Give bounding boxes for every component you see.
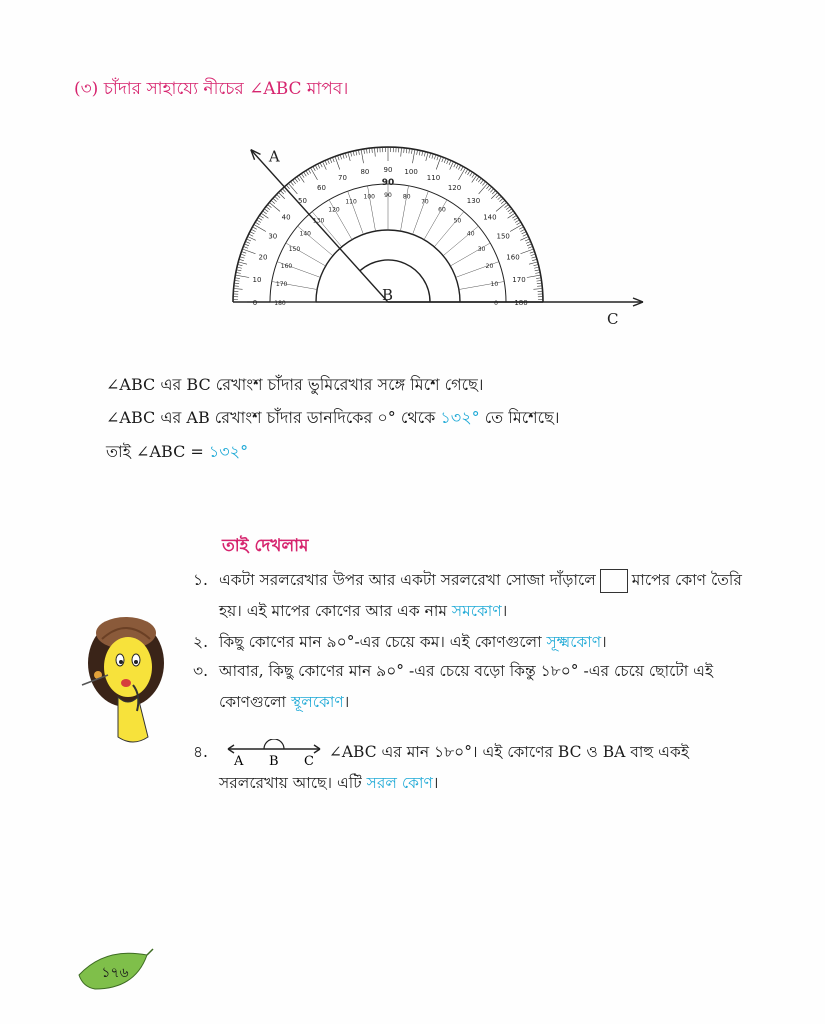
inner-scale-label: 10 — [490, 281, 499, 289]
inner-scale-label: 70 — [421, 198, 429, 206]
summary-item-2 — [193, 627, 763, 658]
point-c-label: C — [607, 310, 619, 328]
inner-scale-label: 80 — [402, 193, 411, 201]
outer-scale-label: 110 — [426, 174, 441, 183]
item1-text-part2: মাপের কোণ তৈরি — [631, 571, 742, 589]
item1-suffix: । — [501, 602, 508, 620]
inner-scale-label: 90 — [384, 192, 392, 199]
exercise-heading: (৩) চাঁদার সাহায্যে নীচের ∠ABC মাপব। — [74, 79, 349, 99]
item3-line2: কোণগুলো — [219, 693, 291, 711]
line3-prefix: তাই ∠ABC = — [106, 442, 209, 461]
outer-scale-label: 20 — [258, 253, 268, 262]
inner-scale-label: 150 — [288, 246, 301, 253]
right-angle-term: সমকোণ — [451, 602, 502, 620]
inner-scale-label: 160 — [280, 263, 293, 271]
outer-scale-label: 10 — [252, 275, 262, 284]
explanation-line-2 — [106, 405, 559, 432]
outer-scale-label: 80 — [360, 168, 370, 177]
item-number: ৪. — [193, 743, 208, 761]
item4-text: ∠ABC এর মান ১৮০°। এই কোণের BC ও BA বাহু একই — [328, 743, 689, 761]
summary-item-3 — [193, 656, 763, 718]
inner-scale-label: 40 — [466, 230, 475, 238]
inner-scale-label: 60 — [438, 206, 446, 214]
center-90-label: 90 — [381, 178, 395, 188]
outer-scale-label: 180 — [514, 299, 528, 307]
page-number: ১৭৬ — [101, 965, 129, 981]
outer-scale-label: 120 — [447, 183, 462, 192]
item3-line1: আবার, কিছু কোণের মান ৯০° -এর চেয়ে বড়ো কিন্তু ১৮০° -এর চেয়ে ছোটো এই — [219, 662, 714, 680]
thinking-girl-illustration — [78, 605, 173, 765]
outer-scale-label: 130 — [466, 197, 481, 206]
outer-scale-label: 90 — [383, 166, 393, 174]
obtuse-angle-term: স্থূলকোণ — [290, 693, 344, 711]
outer-scale-label: 60 — [317, 183, 326, 192]
inner-scale-label: 110 — [345, 198, 357, 206]
outer-scale-label: 70 — [338, 174, 347, 183]
blank-answer-box[interactable] — [600, 569, 628, 593]
outer-scale-label: 40 — [281, 213, 291, 222]
outer-scale-label: 100 — [404, 168, 418, 177]
point-a-label: A — [233, 754, 244, 767]
inner-scale-label: 100 — [363, 193, 375, 201]
explanation-line-3 — [106, 439, 248, 466]
line2-suffix: তে মিশেছে। — [479, 408, 560, 427]
inner-scale-label: 120 — [328, 206, 340, 214]
page-number-leaf — [75, 945, 155, 995]
item4-suffix: । — [432, 774, 439, 792]
outer-scale-label: 50 — [298, 197, 307, 206]
inner-scale-label: 50 — [453, 217, 462, 225]
inner-scale-label: 180 — [274, 300, 286, 307]
answer-highlight: ১৩২° — [208, 442, 249, 461]
item2-text: কিছু কোণের মান ৯০°-এর চেয়ে কম। এই কোণগুলো — [219, 633, 547, 651]
acute-angle-term: সূক্ষ্মকোণ — [546, 633, 602, 651]
outer-scale-label: 0 — [252, 299, 258, 307]
inner-scale-label: 0 — [494, 300, 498, 307]
item1-line2: হয়। এই মাপের কোণের আর এক নাম — [219, 602, 452, 620]
straight-angle-term: সরল কোণ — [366, 774, 433, 792]
inner-scale-label: 140 — [299, 230, 311, 238]
explanation-line-1: ∠ABC এর BC রেখাংশ চাঁদার ভুমিরেখার সঙ্গে মিশে গেছে। — [106, 375, 484, 394]
summary-title: তাই দেখলাম — [222, 536, 309, 556]
outer-scale-label: 160 — [506, 253, 520, 262]
protractor-diagram — [222, 132, 652, 332]
item-number: ২. — [193, 633, 209, 651]
summary-item-4 — [193, 737, 763, 799]
item-number: ১. — [193, 571, 208, 589]
inner-scale-label: 170 — [275, 281, 288, 289]
point-c-label: C — [303, 754, 314, 767]
point-a-label: A — [268, 147, 280, 166]
outer-scale-label: 140 — [483, 213, 497, 222]
inner-scale-label: 20 — [485, 263, 494, 271]
inner-scale-label: 30 — [477, 246, 486, 253]
item1-text-part1: একটা সরলরেখার উপর আর একটা সরলরেখা সোজা দাঁড়ালে — [219, 571, 596, 589]
angle-value-highlight: ১৩২° — [440, 408, 480, 427]
item-number: ৩. — [193, 662, 209, 680]
outer-scale-label: 30 — [268, 232, 278, 241]
line2-prefix: ∠ABC এর AB রেখাংশ চাঁদার ডানদিকের ০° থেকে — [106, 408, 441, 427]
summary-item-1 — [193, 565, 763, 627]
inner-scale-label: 130 — [312, 217, 325, 225]
item4-line2: সরলরেখায় আছে। এটি — [219, 774, 367, 792]
outer-scale-label: 170 — [512, 275, 526, 284]
point-b-label: B — [268, 754, 279, 767]
outer-scale-label: 150 — [496, 232, 510, 241]
straight-angle-figure — [224, 739, 324, 767]
item2-suffix: । — [601, 633, 607, 651]
item3-suffix: । — [343, 693, 350, 711]
point-b-label: B — [382, 286, 394, 304]
